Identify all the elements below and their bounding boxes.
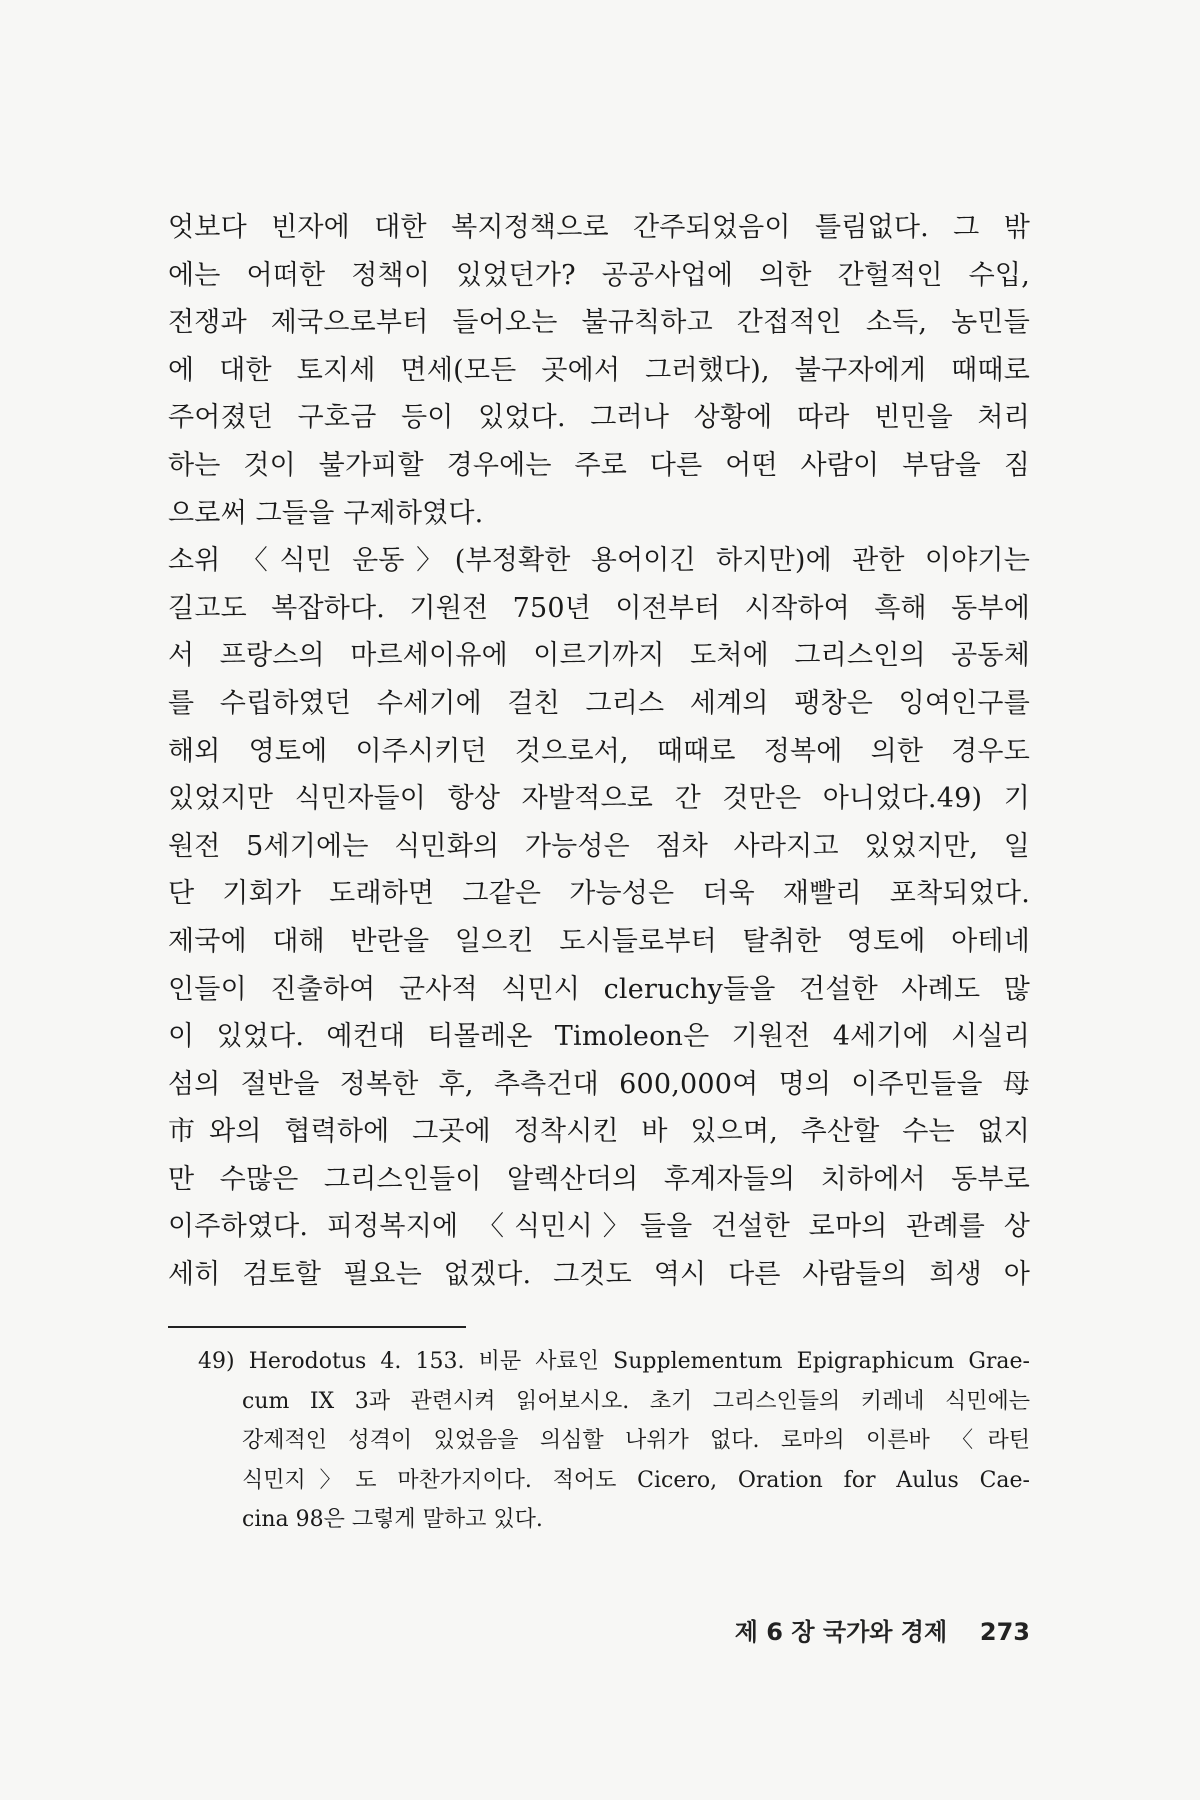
body-line: 으로써 그들을 구제하였다.: [168, 497, 484, 529]
body-line: 길고도 복잡하다. 기원전 750년 이전부터 시작하여 흑해 동부에: [168, 592, 1030, 624]
page-footer: [735, 1612, 1030, 1647]
body-line: 해외 영토에 이주시키던 것으로서, 때때로 정복에 의한 경우도: [168, 735, 1030, 767]
body-line: 에 대한 토지세 면세(모든 곳에서 그러했다), 불구자에게 때때로: [168, 354, 1030, 386]
footnote-line: cum IX 3과 관련시켜 읽어보시오. 초기 그리스인들의 키레네 식민에는: [242, 1388, 1030, 1414]
footnote-line: 49) Herodotus 4. 153. 비문 사료인 Supplementum Epigraphicum Grae-: [198, 1349, 1030, 1374]
body-line: 만 수많은 그리스인들이 알렉산더의 후계자들의 치하에서 동부로: [168, 1163, 1030, 1195]
body-text: [168, 204, 1030, 1299]
chapter-title: 제 6 장 국가와 경제: [734, 1618, 948, 1646]
body-line: 서 프랑스의 마르세이유에 이르기까지 도처에 그리스인의 공동체: [168, 640, 1030, 672]
body-line: 이주하였다. 피정복지에 〈식민시〉들을 건설한 로마의 관례를 상: [168, 1211, 1030, 1243]
body-line: 에는 어떠한 정책이 있었던가? 공공사업에 의한 간헐적인 수입,: [168, 259, 1030, 291]
body-line: 市와의 협력하에 그곳에 정착시킨 바 있으며, 추산할 수는 없지: [168, 1116, 1030, 1148]
body-line: 세히 검토할 필요는 없겠다. 그것도 역시 다른 사람들의 희생 아: [168, 1259, 1030, 1291]
footnote-line: cina 98은 그렇게 말하고 있다.: [242, 1507, 543, 1532]
page-number: 273: [979, 1618, 1030, 1646]
body-line: 하는 것이 불가피할 경우에는 주로 다른 어떤 사람이 부담을 짐: [168, 449, 1030, 481]
body-line: 주어졌던 구호금 등이 있었다. 그러나 상황에 따라 빈민을 처리: [168, 402, 1030, 434]
body-line: 전쟁과 제국으로부터 들어오는 불규칙하고 간접적인 소득, 농민들: [168, 307, 1030, 339]
body-line: 섬의 절반을 정복한 후, 추측건대 600,000여 명의 이주민들을 母: [168, 1068, 1030, 1100]
body-line: 제국에 대해 반란을 일으킨 도시들로부터 탈취한 영토에 아테네: [168, 925, 1030, 957]
body-line: 단 기회가 도래하면 그같은 가능성은 더욱 재빨리 포착되었다.: [168, 878, 1030, 910]
body-line: 인들이 진출하여 군사적 식민시 cleruchy들을 건설한 사례도 많: [168, 973, 1030, 1005]
body-line: 이 있었다. 예컨대 티몰레온 Timoleon은 기원전 4세기에 시실리: [168, 1021, 1030, 1053]
body-line: 를 수립하였던 수세기에 걸친 그리스 세계의 팽창은 잉여인구를: [168, 687, 1030, 719]
body-line: 원전 5세기에는 식민화의 가능성은 점차 사라지고 있었지만, 일: [168, 830, 1030, 862]
body-line: 엇보다 빈자에 대한 복지정책으로 간주되었음이 틀림없다. 그 밖: [168, 212, 1030, 243]
footnote: [198, 1342, 1030, 1540]
footnote-line: 강제적인 성격이 있었음을 의심할 나위가 없다. 로마의 이른바 〈라틴: [242, 1428, 1030, 1453]
footnote-divider: [168, 1326, 466, 1328]
body-line: 있었지만 식민자들이 항상 자발적으로 간 것만은 아니었다.49) 기: [168, 783, 1030, 815]
footnote-line: 식민지〉도 마찬가지이다. 적어도 Cicero, Oration for Aulus Cae-: [242, 1467, 1030, 1493]
body-line: 소위 〈식민 운동〉(부정확한 용어이긴 하지만)에 관한 이야기는: [168, 545, 1030, 577]
